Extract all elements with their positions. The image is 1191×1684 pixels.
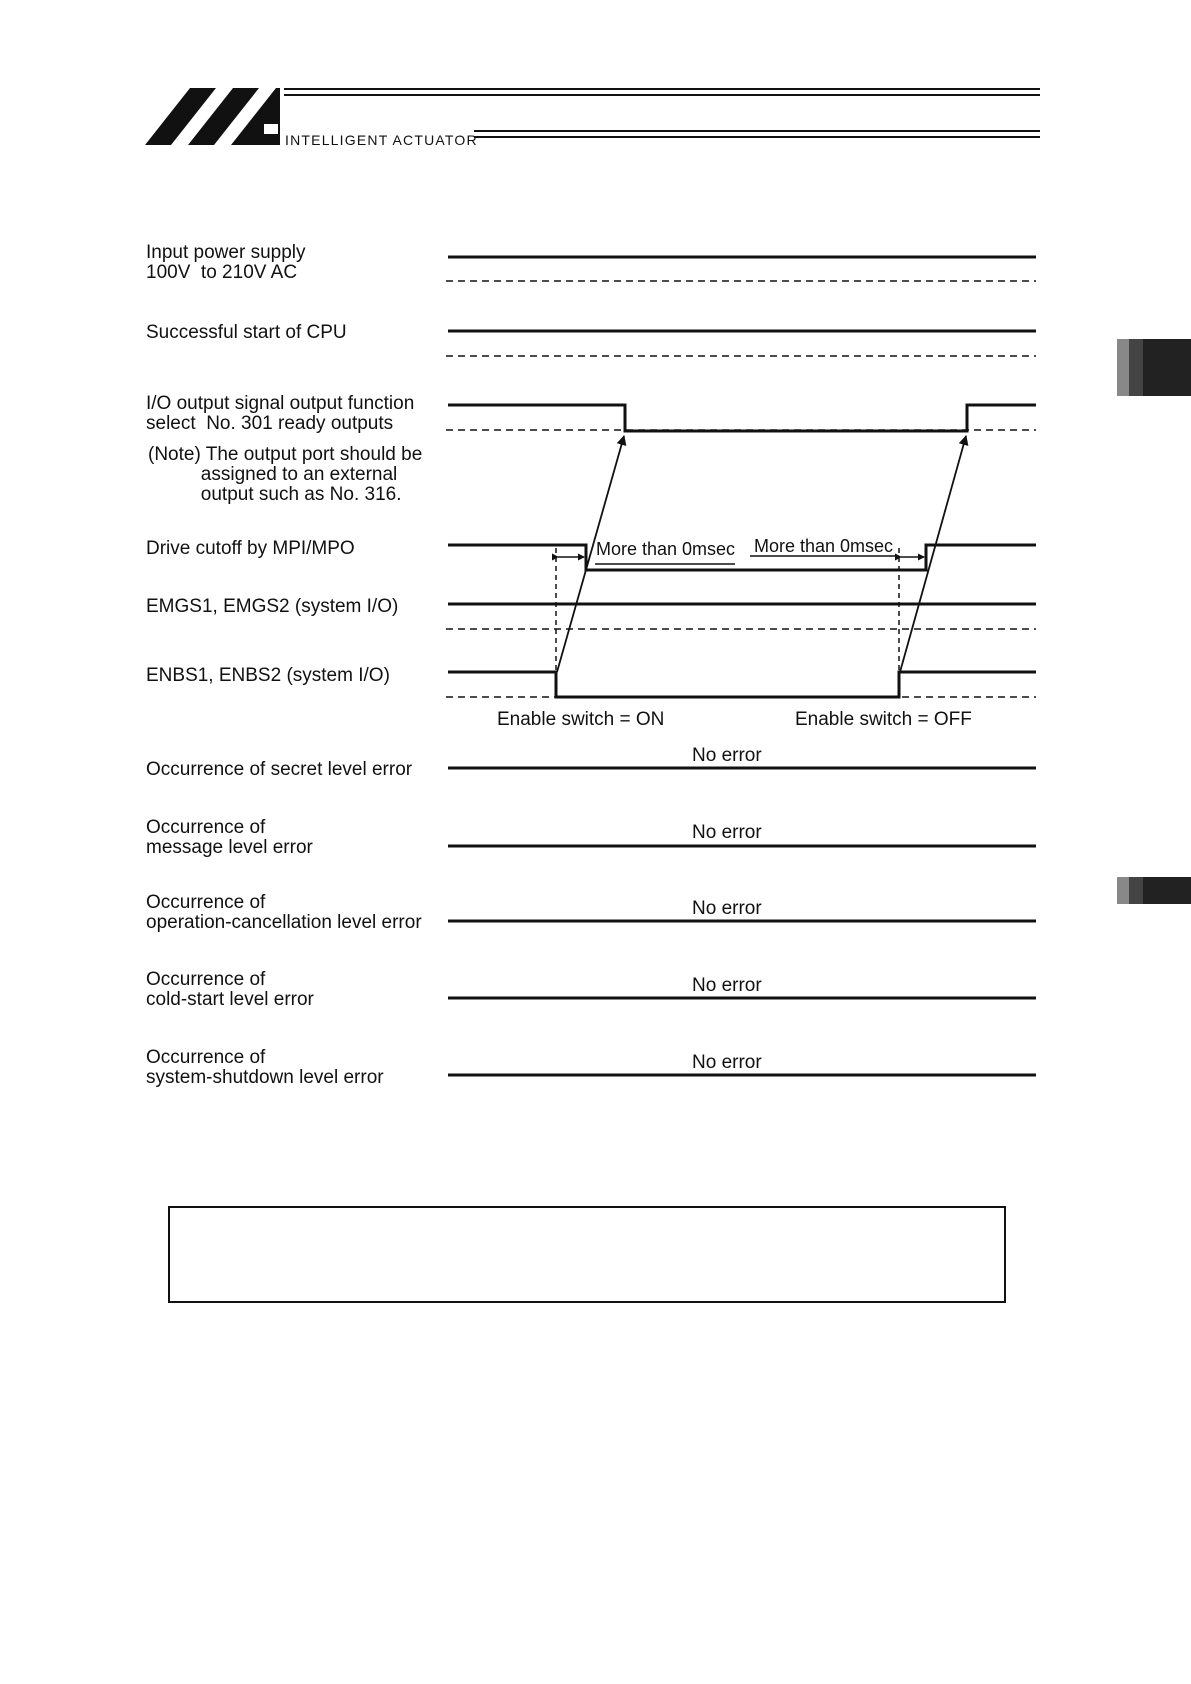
annotation-no-error: No error (692, 822, 762, 843)
logo-text: INTELLIGENT ACTUATOR (285, 132, 478, 148)
annotation-enable-on: Enable switch = ON (497, 709, 665, 730)
annotation-no-error: No error (692, 745, 762, 766)
label-note: (Note) The output port should be assigned to an external output such as No. 316. (148, 444, 423, 505)
annotation-no-error: No error (692, 1052, 762, 1073)
annotation-more-than-1: More than 0msec (596, 539, 736, 559)
annotation-no-error: No error (692, 975, 762, 996)
annotation-enable-off: Enable switch = OFF (795, 709, 972, 730)
label-enbs: ENBS1, ENBS2 (system I/O) (146, 665, 390, 686)
empty-note-box (168, 1206, 1006, 1303)
waveform-enbs (448, 672, 1036, 697)
label-error-secret: Occurrence of secret level error (146, 759, 413, 780)
label-error-coldstart: Occurrence of cold-start level error (146, 969, 314, 1010)
waveform-io-output (448, 405, 1036, 431)
label-cpu-start: Successful start of CPU (146, 322, 347, 343)
label-emgs: EMGS1, EMGS2 (system I/O) (146, 596, 399, 617)
label-io-output: I/O output signal output function select No. 301 ready outputs (146, 393, 415, 434)
waveform-drive-cutoff (448, 545, 1036, 570)
label-drive-cutoff: Drive cutoff by MPI/MPO (146, 538, 355, 559)
label-input-power: Input power supply 100V to 210V AC (146, 242, 306, 283)
annotation-no-error: No error (692, 898, 762, 919)
label-error-shutdown: Occurrence of system-shutdown level error (146, 1047, 384, 1088)
arrow-enable-off (900, 436, 966, 672)
label-error-opcancel: Occurrence of operation-cancellation level error (146, 892, 422, 933)
annotation-more-than-2: More than 0msec (754, 536, 894, 556)
label-error-message: Occurrence of message level error (146, 817, 313, 858)
